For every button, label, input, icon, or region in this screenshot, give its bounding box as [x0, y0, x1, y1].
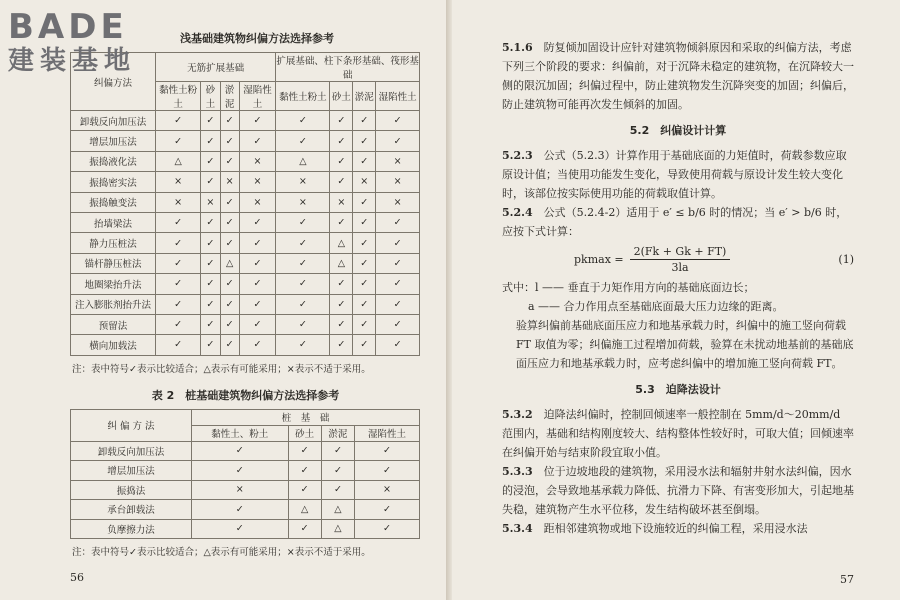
suitability-cell: △ [156, 151, 201, 171]
method-cell: 卸载反向加压法 [71, 441, 192, 461]
suitability-cell: ✓ [220, 111, 239, 131]
suitability-cell: ✓ [330, 294, 353, 314]
suitability-cell: ✓ [276, 253, 330, 273]
suitability-cell: △ [276, 151, 330, 171]
table-row [71, 253, 420, 273]
suitability-cell: ✓ [355, 461, 420, 481]
suitability-cell: △ [220, 253, 239, 273]
clause-text: 防复倾加固设计应针对建筑物倾斜原因和采取的纠偏方法，考虑下列三个阶段的要求：纠偏前，对于沉降未稳定的建筑物，在沉降较大一侧的限沉加固；纠偏过程中，防止建筑物发生沉降突变的加固；纠偏后，防止建筑物可能再次发生倾斜的加固。 [502, 41, 854, 111]
table-row [71, 192, 420, 212]
suitability-cell: ✓ [330, 172, 353, 192]
suitability-cell: ✓ [239, 212, 276, 232]
formula-fraction [630, 245, 731, 274]
suitability-cell: ✓ [220, 335, 239, 355]
suitability-cell: ✓ [376, 253, 420, 273]
table-row [71, 111, 420, 131]
suitability-cell: ✓ [330, 314, 353, 334]
suitability-cell: × [192, 480, 289, 500]
suitability-cell: ✓ [376, 212, 420, 232]
suitability-cell: × [239, 172, 276, 192]
suitability-cell: ✓ [239, 335, 276, 355]
table-row [71, 212, 420, 232]
suitability-cell: ✓ [156, 294, 201, 314]
clause-5-1-6 [502, 38, 854, 114]
clause-5-3-3 [502, 462, 854, 519]
suitability-cell: × [156, 192, 201, 212]
suitability-cell: ✓ [220, 212, 239, 232]
table2-soil-header: 黏性土、粉土 [192, 425, 289, 441]
suitability-cell: ✓ [276, 294, 330, 314]
suitability-cell: ✓ [353, 253, 376, 273]
clause-number: 5.2.4 [502, 206, 533, 219]
suitability-cell: ✓ [276, 212, 330, 232]
table2-soil-header: 砂土 [288, 425, 321, 441]
suitability-cell: ✓ [330, 131, 353, 151]
table1-group2-header: 扩展基础、柱下条形基础、筏形基础 [276, 53, 420, 82]
table-row [71, 519, 420, 539]
suitability-cell: × [239, 151, 276, 171]
suitability-cell: × [201, 192, 220, 212]
suitability-cell: ✓ [201, 172, 220, 192]
page-number-right: 57 [840, 573, 854, 586]
suitability-cell: ✓ [276, 274, 330, 294]
suitability-cell: × [156, 172, 201, 192]
suitability-cell: ✓ [156, 314, 201, 334]
suitability-cell: ✓ [330, 335, 353, 355]
suitability-cell: ✓ [156, 233, 201, 253]
suitability-cell: ✓ [192, 441, 289, 461]
suitability-cell: ✓ [330, 111, 353, 131]
table-row [71, 480, 420, 500]
table2-note: 注：表中符号✓表示比较适合；△表示有可能采用；×表示不适于采用。 [72, 547, 371, 559]
suitability-cell: ✓ [192, 519, 289, 539]
table1-method-header: 纠偏方法 [71, 53, 156, 111]
table2-caption: 表 2 桩基础建筑物纠偏方法选择参考 [151, 388, 340, 402]
suitability-cell: ✓ [353, 335, 376, 355]
clause-number: 5.3.3 [502, 465, 533, 478]
suitability-cell: ✓ [376, 131, 420, 151]
table1-soil-header: 黏性土粉土 [156, 82, 201, 111]
table-row [71, 500, 420, 520]
clause-number: 5.3.4 [502, 522, 533, 535]
suitability-cell: ✓ [330, 274, 353, 294]
table-row [71, 172, 420, 192]
formula-number: (1) [838, 253, 854, 266]
suitability-cell: × [353, 172, 376, 192]
method-cell: 增层加压法 [71, 461, 192, 481]
suitability-cell: ✓ [156, 335, 201, 355]
suitability-cell: △ [321, 500, 354, 520]
method-cell: 锚杆静压桩法 [71, 253, 156, 273]
suitability-cell: ✓ [239, 274, 276, 294]
suitability-cell: × [376, 151, 420, 171]
table-row [71, 294, 420, 314]
clause-5-3-4 [502, 519, 854, 538]
suitability-cell: ✓ [156, 212, 201, 232]
method-cell: 承台卸载法 [71, 500, 192, 520]
formula-lhs: pkmax = [574, 253, 624, 266]
suitability-cell: ✓ [239, 253, 276, 273]
suitability-cell: ✓ [353, 111, 376, 131]
clause-text: 公式（5.2.3）计算作用于基础底面的力矩值时，荷载参数应取原设计值；当使用功能发生变化，导致使用荷载与原设计发生较大变化时，该部位按实际使用功能的荷载取值计算。 [502, 149, 847, 200]
clause-5-3-2 [502, 405, 854, 462]
suitability-cell: ✓ [353, 151, 376, 171]
suitability-cell: ✓ [288, 480, 321, 500]
suitability-cell: ✓ [192, 500, 289, 520]
table-row [71, 461, 420, 481]
suitability-cell: △ [330, 233, 353, 253]
page-number-left: 56 [70, 571, 84, 584]
suitability-cell: ✓ [288, 519, 321, 539]
suitability-cell: ✓ [353, 212, 376, 232]
suitability-cell: ✓ [353, 233, 376, 253]
suitability-cell: ✓ [321, 441, 354, 461]
suitability-cell: ✓ [156, 131, 201, 151]
table-row [71, 335, 420, 355]
suitability-cell: ✓ [201, 294, 220, 314]
method-cell: 注入膨胀剂抬升法 [71, 294, 156, 314]
suitability-cell: ✓ [239, 294, 276, 314]
formula-numerator: 2(Fk + Gk + FT) [630, 245, 731, 260]
suitability-cell: ✓ [201, 233, 220, 253]
suitability-cell: ✓ [276, 314, 330, 334]
section-5-3-title: 5.3 迫降法设计 [635, 383, 721, 396]
method-cell: 卸载反向加压法 [71, 111, 156, 131]
suitability-cell: ✓ [239, 111, 276, 131]
suitability-cell: ✓ [192, 461, 289, 481]
table1-group1-header: 无筋扩展基础 [156, 53, 276, 82]
left-page [0, 0, 448, 600]
suitability-cell: ✓ [220, 294, 239, 314]
suitability-cell: × [355, 480, 420, 500]
suitability-cell: ✓ [353, 131, 376, 151]
table1-soil-header: 黏性土粉土 [276, 82, 330, 111]
formula-denominator: 3la [671, 261, 689, 274]
table-row [71, 314, 420, 334]
table1 [70, 52, 420, 356]
table1-soil-header: 淤泥 [353, 82, 376, 111]
where-a: a —— 合力作用点至基础底面最大压力边缘的距离。 [528, 300, 784, 313]
suitability-cell: ✓ [376, 314, 420, 334]
suitability-cell: ✓ [355, 500, 420, 520]
where-l: 式中：l —— 垂直于力矩作用方向的基础底面边长； [502, 281, 755, 294]
suitability-cell: ✓ [239, 314, 276, 334]
clause-number: 5.1.6 [502, 41, 533, 54]
method-cell: 抬墙梁法 [71, 212, 156, 232]
suitability-cell: × [276, 172, 330, 192]
suitability-cell: ✓ [376, 274, 420, 294]
suitability-cell: × [376, 192, 420, 212]
clause-text: 迫降法纠偏时，控制回倾速率一般控制在 5mm/d～20mm/d 范围内，基础和结构刚度较大、结构整体性较好时，可取大值；回倾速率在纠偏开始与结束阶段宜取小值。 [502, 408, 854, 459]
suitability-cell: ✓ [321, 480, 354, 500]
clause-text: 公式（5.2.4-2）适用于 e′ ≤ b/6 时的情况；当 e′ > b/6 时，应按下式计算： [502, 206, 848, 238]
table1-soil-header: 淤泥 [220, 82, 239, 111]
method-cell: 静力压桩法 [71, 233, 156, 253]
suitability-cell: ✓ [355, 519, 420, 539]
table-row [71, 233, 420, 253]
suitability-cell: ✓ [376, 111, 420, 131]
suitability-cell: ✓ [330, 151, 353, 171]
clause-text: 位于边坡地段的建筑物，采用浸水法和辐射井射水法纠偏，因水的浸泡，会导致地基承载力降低、抗滑力下降、有害变形加大，引起地基失稳，建筑物产生水平位移，发生结构破坏甚至倒塌。 [502, 465, 854, 516]
method-cell: 振捣液化法 [71, 151, 156, 171]
suitability-cell: △ [330, 253, 353, 273]
suitability-cell: ✓ [276, 335, 330, 355]
table1-soil-header: 砂土 [330, 82, 353, 111]
suitability-cell: ✓ [156, 274, 201, 294]
suitability-cell: ✓ [376, 233, 420, 253]
suitability-cell: ✓ [201, 151, 220, 171]
suitability-cell: △ [321, 519, 354, 539]
clause-number: 5.2.3 [502, 149, 533, 162]
suitability-cell: ✓ [239, 131, 276, 151]
table2-soil-header: 淤泥 [321, 425, 354, 441]
suitability-cell: ✓ [220, 131, 239, 151]
table1-note: 注：表中符号✓表示比较适合；△表示有可能采用；×表示不适于采用。 [72, 363, 371, 375]
table-row [71, 131, 420, 151]
suitability-cell: ✓ [220, 233, 239, 253]
suitability-cell: ✓ [201, 274, 220, 294]
calc-paragraph: 验算纠偏前基础底面压应力和地基承载力时，纠偏中的施工竖向荷载 FT 取值为零；纠偏施工过程增加荷载，验算在未扰动地基前的基础底面压应力和地基承载力时，应考虑纠偏中的增加施工竖向荷载 FT。 [516, 319, 854, 370]
suitability-cell: ✓ [220, 314, 239, 334]
section-5-2-title: 5.2 纠偏设计计算 [629, 124, 727, 137]
suitability-cell: △ [288, 500, 321, 520]
clause-5-2-4 [502, 203, 854, 241]
method-cell: 横向加载法 [71, 335, 156, 355]
suitability-cell: ✓ [376, 294, 420, 314]
table-row [71, 274, 420, 294]
clause-5-2-3 [502, 146, 854, 203]
suitability-cell: × [220, 172, 239, 192]
table2 [70, 409, 420, 540]
right-page [452, 0, 900, 600]
suitability-cell: ✓ [201, 253, 220, 273]
suitability-cell: ✓ [156, 253, 201, 273]
suitability-cell: ✓ [353, 294, 376, 314]
suitability-cell: ✓ [220, 151, 239, 171]
suitability-cell: ✓ [201, 335, 220, 355]
method-cell: 增层加压法 [71, 131, 156, 151]
method-cell: 预留法 [71, 314, 156, 334]
method-cell: 负摩擦力法 [71, 519, 192, 539]
suitability-cell: ✓ [276, 111, 330, 131]
method-cell: 地圈梁抬升法 [71, 274, 156, 294]
suitability-cell: ✓ [376, 335, 420, 355]
clause-text: 距相邻建筑物或地下设施较近的纠偏工程，采用浸水法 [543, 522, 808, 535]
suitability-cell: ✓ [201, 314, 220, 334]
suitability-cell: ✓ [156, 111, 201, 131]
method-cell: 振捣密实法 [71, 172, 156, 192]
formula-pkmax [502, 245, 854, 274]
suitability-cell: ✓ [276, 131, 330, 151]
table1-soil-header: 湿陷性土 [376, 82, 420, 111]
suitability-cell: ✓ [353, 192, 376, 212]
suitability-cell: × [330, 192, 353, 212]
logo-english: BADE [8, 7, 128, 47]
table1-soil-header: 湿陷性土 [239, 82, 276, 111]
logo-chinese: 建装基地 [8, 46, 137, 76]
method-cell: 振捣法 [71, 480, 192, 500]
bade-watermark-logo [8, 8, 178, 76]
suitability-cell: ✓ [276, 233, 330, 253]
table2-soil-header: 湿陷性土 [355, 425, 420, 441]
clause-number: 5.3.2 [502, 408, 533, 421]
method-cell: 振捣触变法 [71, 192, 156, 212]
suitability-cell: ✓ [201, 212, 220, 232]
suitability-cell: ✓ [353, 314, 376, 334]
table1-caption: 浅基础建筑物纠偏方法选择参考 [180, 32, 334, 45]
table-row [71, 441, 420, 461]
suitability-cell: ✓ [239, 233, 276, 253]
suitability-cell: × [276, 192, 330, 212]
suitability-cell: ✓ [330, 212, 353, 232]
table-row [71, 151, 420, 171]
suitability-cell: ✓ [201, 131, 220, 151]
suitability-cell: ✓ [355, 441, 420, 461]
suitability-cell: ✓ [321, 461, 354, 481]
suitability-cell: ✓ [288, 441, 321, 461]
table2-method-header: 纠 偏 方 法 [71, 409, 192, 441]
suitability-cell: ✓ [353, 274, 376, 294]
suitability-cell: ✓ [288, 461, 321, 481]
table2-group-header: 桩 基 础 [192, 409, 420, 425]
table1-soil-header: 砂土 [201, 82, 220, 111]
suitability-cell: × [376, 172, 420, 192]
suitability-cell: ✓ [220, 274, 239, 294]
suitability-cell: ✓ [201, 111, 220, 131]
suitability-cell: ✓ [220, 192, 239, 212]
suitability-cell: × [239, 192, 276, 212]
